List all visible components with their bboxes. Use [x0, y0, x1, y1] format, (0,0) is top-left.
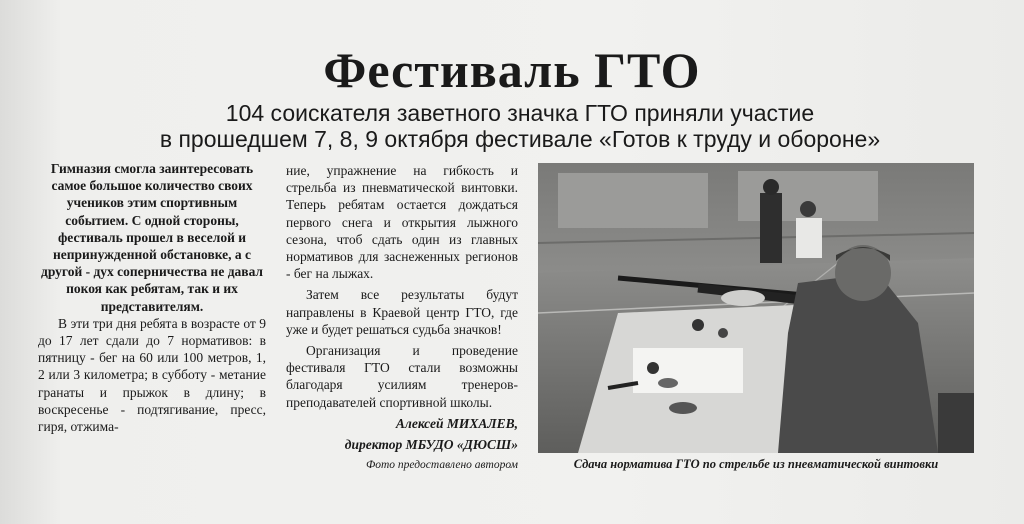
text-column-2: [286, 162, 518, 477]
photo-caption: Сдача норматива ГТО по стрельбе из пневматической винтовки: [573, 457, 939, 471]
shooting-range-photo: [538, 163, 974, 453]
shooter-arm: [721, 290, 765, 306]
body-paragraph-1a: В эти три дня ребята в возрасте от 9 до 17 лет сдали до 7 нормативов: в пятницу - бег на 60 или 100 метров, 1, 2 или 3 километра; в субботу - метание гранаты и прыжок в длину; в воскресенье - подтягивание, пресс, гиря, отжима-: [38, 315, 266, 435]
photo-credit: Фото предоставлено автором: [365, 458, 518, 471]
subheadline-line-2: в прошедшем 7, 8, 9 октября фестивале «Готов к труду и обороне»: [159, 126, 881, 152]
text-column-1: [38, 160, 266, 435]
background-person: [760, 193, 782, 263]
article-photo: [538, 163, 974, 453]
body-paragraph-2: Затем все результаты будут направлены в Краевой центр ГТО, где уже и будет решаться судьба значков!: [286, 287, 518, 337]
body-paragraph-1b: ние, упражнение на гибкость и стрельба из пневматической винтовки. Теперь ребятам остается дождаться первого снега и открытия лыжного сезона, чтоб сдать один из главных нормативов для заснеженных регионов - бег на лыжах.: [286, 163, 518, 282]
article-subheadline: [90, 100, 950, 152]
subheadline-line-1: 104 соискателя заветного значка ГТО приняли участие: [225, 100, 815, 126]
lead-paragraph: Гимназия смогла заинтересовать самое большое количество своих учеников этим спортивным событием. С одной стороны, фестиваль прошел в веселой и непринужденной обстановке, а с другой - дух соперничества не давал покоя как ребятам, так и их представителям.: [40, 161, 264, 314]
body-paragraph-3: Организация и проведение фестиваля ГТО стали возможны благодаря усилиям тренеров-преподавателей спортивной школы.: [286, 343, 518, 410]
author-title: директор МБУДО «ДЮСШ»: [344, 436, 518, 452]
author-name: Алексей МИХАЛЕВ,: [395, 415, 518, 431]
article-headline: Фестиваль ГТО: [323, 42, 701, 98]
background-person-2: [796, 218, 822, 258]
wall-panel: [558, 173, 708, 228]
